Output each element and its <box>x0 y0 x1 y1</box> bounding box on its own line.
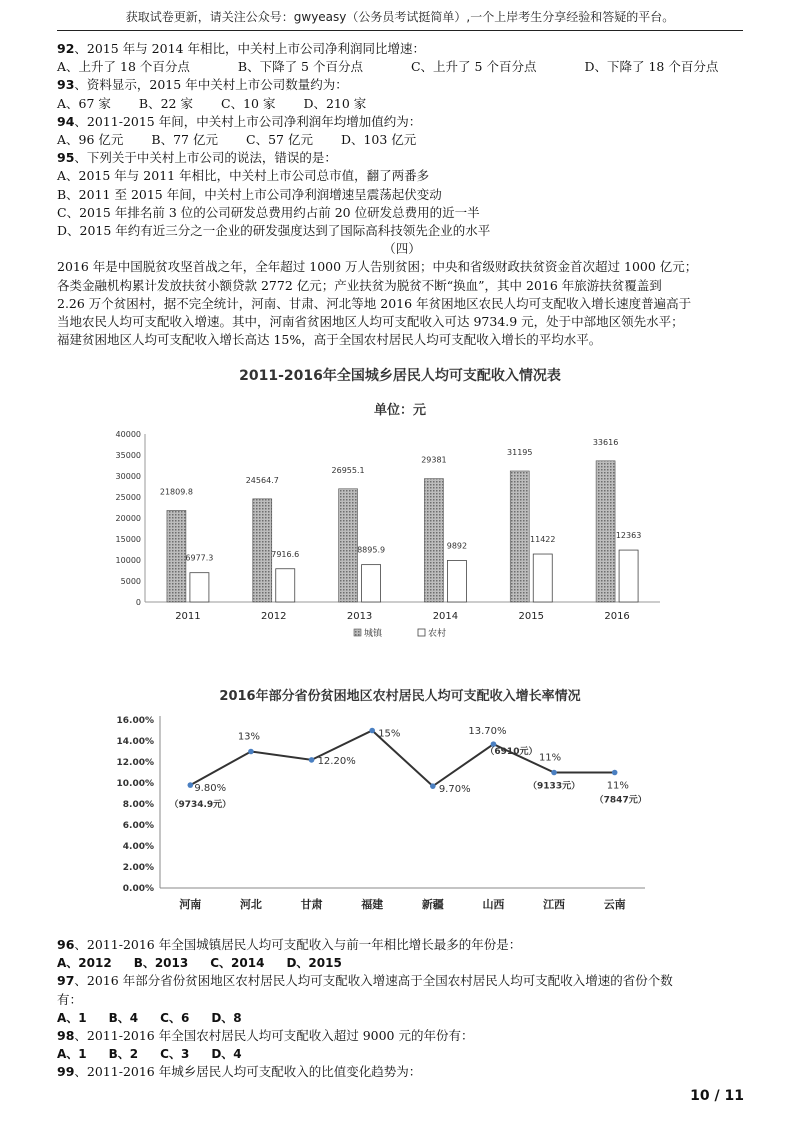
question-number: 96 <box>57 937 75 952</box>
question-94 <box>57 113 747 131</box>
option-d: D、103 亿元 <box>340 132 417 148</box>
bar-urban <box>510 471 529 602</box>
bar-rural <box>190 573 209 602</box>
data-point <box>369 728 375 734</box>
question-98 <box>57 1027 747 1045</box>
question-stem: 、2011-2015 年间，中关村上市公司净利润年均增加值约为： <box>74 113 422 129</box>
x-tick-label: 甘肃 <box>300 898 323 911</box>
growth-line-chart <box>100 678 700 923</box>
header-divider <box>57 30 743 31</box>
question-95 <box>57 149 747 167</box>
legend-swatch-urban <box>354 629 361 636</box>
paragraph-line: 福建贫困地区人均可支配收入增长高达 15%，高于全国农村居民人均可支配收入增长的平均水平。 <box>57 332 602 348</box>
question-96-options <box>57 954 747 972</box>
x-tick-label: 山西 <box>482 898 505 911</box>
data-label-rural: 12363 <box>615 531 642 541</box>
income-annotation: （7847元） <box>594 795 647 806</box>
x-tick-label: 河南 <box>179 898 202 911</box>
data-label-urban: 31195 <box>507 447 533 457</box>
chart-subtitle: 单位：元 <box>373 403 427 418</box>
option-a: A、1 <box>57 1010 87 1025</box>
y-tick-label: 0 <box>135 598 141 607</box>
question-number: 92 <box>57 41 75 56</box>
option-d: D、8 <box>211 1010 242 1025</box>
question-96 <box>57 936 747 954</box>
x-tick-label: 2015 <box>518 611 544 622</box>
bar-rural <box>362 565 381 602</box>
bar-rural <box>276 569 295 602</box>
data-label-urban: 29381 <box>421 455 447 465</box>
x-tick-label: 2012 <box>261 611 287 622</box>
page-number: 10 / 11 <box>690 1088 744 1104</box>
question-number: 94 <box>57 113 75 129</box>
income-bar-chart <box>100 358 700 658</box>
option-c: C、10 家 <box>221 95 276 111</box>
option-c: C、2014 <box>210 956 265 971</box>
data-label-rural: 8895.9 <box>357 545 386 555</box>
data-label: 13% <box>237 731 261 743</box>
income-annotation: （9133元） <box>528 781 581 792</box>
option-b: B、2011 至 2015 年间，中关村上市公司净利润增速呈震荡起伏变动 <box>57 186 442 202</box>
x-tick-label: 河北 <box>239 898 262 911</box>
option-a: A、上升了 18 个百分点 <box>57 59 190 75</box>
data-label-urban: 24564.7 <box>245 475 279 485</box>
question-number: 98 <box>57 1028 75 1044</box>
page-header: 获取试卷更新，请关注公众号：gwyeasy（公务员考试挺简单）,一个上岸考生分享经验和答疑的平台。 <box>125 10 675 24</box>
question-97-stem-cont: 有： <box>57 991 83 1007</box>
x-tick-label: 云南 <box>603 898 626 911</box>
question-stem: 、资料显示，2015 年中关村上市公司数量约为： <box>74 77 348 93</box>
data-point <box>188 782 194 788</box>
bar-urban <box>339 489 358 602</box>
data-label: 15% <box>378 728 401 740</box>
data-label-urban: 21809.8 <box>159 487 193 497</box>
data-label: 11% <box>606 780 629 792</box>
question-93 <box>57 76 747 94</box>
data-label: 9.80% <box>194 783 227 795</box>
option-d: D、下降了 18 个百分点 <box>584 59 719 75</box>
option-d: D、2015 年约有近三分之一企业的研发强度达到了国际高科技领先企业的水平 <box>57 223 491 239</box>
question-stem: 、2011-2016 年城乡居民人均可支配收入的比值变化趋势为： <box>74 1064 422 1080</box>
question-97-options <box>57 1009 747 1027</box>
y-tick-label: 2.00% <box>122 863 154 873</box>
y-tick-label: 15000 <box>115 535 141 544</box>
y-tick-label: 40000 <box>115 430 141 439</box>
option-b: B、2 <box>108 1047 139 1062</box>
option-a: A、1 <box>57 1047 87 1062</box>
option-b: B、77 亿元 <box>151 132 218 148</box>
x-tick-label: 2013 <box>346 611 373 622</box>
option-b: B、22 家 <box>138 95 193 111</box>
question-99 <box>57 1063 747 1081</box>
bar-rural <box>533 554 552 602</box>
data-point <box>309 757 315 763</box>
bar-urban <box>167 510 186 602</box>
y-tick-label: 10.00% <box>116 779 154 789</box>
y-tick-label: 4.00% <box>122 842 154 852</box>
bar-rural <box>619 550 638 602</box>
legend-label-rural: 农村 <box>428 629 447 639</box>
y-tick-label: 14.00% <box>116 737 154 747</box>
option-d: D、4 <box>211 1047 242 1062</box>
data-label: 13.70% <box>468 726 507 738</box>
data-point <box>551 770 557 776</box>
y-tick-label: 0.00% <box>122 884 154 894</box>
paragraph-line: 2.26 万个贫困村，据不完全统计，河南、甘肃、河北等地 2016 年贫困地区农民人均可支配收入增长速度普遍高于 <box>57 295 692 311</box>
y-tick-label: 6.00% <box>122 821 154 831</box>
data-label: 9.70% <box>438 784 471 796</box>
data-label-rural: 7916.6 <box>271 549 300 559</box>
y-tick-label: 12.00% <box>116 758 154 768</box>
question-stem: 、下列关于中关村上市公司的说法，错误的是： <box>74 150 337 166</box>
option-a: A、67 家 <box>57 95 111 111</box>
option-c: C、上升了 5 个百分点 <box>410 59 537 75</box>
option-d: D、210 家 <box>303 95 367 111</box>
y-tick-label: 8.00% <box>122 800 154 810</box>
option-b: B、下降了 5 个百分点 <box>237 59 363 75</box>
question-93-options <box>57 95 747 113</box>
x-tick-label: 2011 <box>175 611 201 622</box>
option-a: A、96 亿元 <box>57 132 124 148</box>
option-b: B、4 <box>108 1010 139 1025</box>
question-stem: 、2016 年部分省份贫困地区农村居民人均可支配收入增速高于全国农村居民人均可支配收入增速的省份个数 <box>74 973 673 989</box>
data-label-rural: 11422 <box>530 535 556 545</box>
intro-paragraph <box>57 258 747 349</box>
y-tick-label: 30000 <box>115 472 141 481</box>
data-label-urban: 33616 <box>592 437 619 447</box>
chart-title: 2016年部分省份贫困地区农村居民人均可支配收入增长率情况 <box>219 689 581 704</box>
question-92-options <box>57 58 747 76</box>
data-label-rural: 9892 <box>446 541 468 551</box>
question-number: 95 <box>57 150 75 166</box>
option-c: C、2015 年排名前 3 位的公司研发总费用约占前 20 位研发总费用的近一半 <box>57 204 480 220</box>
bar-rural <box>447 560 466 602</box>
data-point <box>491 741 497 747</box>
option-c: C、6 <box>160 1010 190 1025</box>
data-point <box>248 749 254 755</box>
y-tick-label: 20000 <box>115 514 141 523</box>
data-point <box>612 770 618 776</box>
bar-urban <box>596 461 615 602</box>
chart-title: 2011-2016年全国城乡居民人均可支配收入情况表 <box>239 368 561 384</box>
paragraph-line: 2016 年是中国脱贫攻坚首战之年，全年超过 1000 万人告别贫困；中央和省级财政扶贫资金首次超过 1000 亿元； <box>57 259 698 275</box>
question-number: 97 <box>57 973 75 989</box>
question-94-options <box>57 131 747 149</box>
option-a: A、2015 年与 2011 年相比，中关村上市公司总市值，翻了两番多 <box>57 168 430 184</box>
option-c: C、57 亿元 <box>246 132 313 148</box>
questions-lower <box>57 936 747 1082</box>
y-tick-label: 5000 <box>120 577 141 586</box>
option-d: D、2015 <box>286 956 342 971</box>
data-label-urban: 26955.1 <box>331 465 365 475</box>
x-tick-label: 江西 <box>543 898 566 911</box>
data-label: 11% <box>538 752 562 764</box>
question-number: 93 <box>57 77 75 93</box>
data-label-rural: 6977.3 <box>185 553 214 563</box>
x-tick-label: 新疆 <box>421 898 444 911</box>
question-98-options <box>57 1045 747 1063</box>
option-a: A、2012 <box>57 956 112 971</box>
bar-urban <box>424 479 443 602</box>
question-92 <box>57 40 747 58</box>
section-heading: （四） <box>383 241 421 257</box>
income-annotation: （9734.9元） <box>169 800 232 811</box>
x-tick-label: 2016 <box>604 611 630 622</box>
data-point <box>430 783 436 789</box>
page-content <box>57 40 747 349</box>
data-label: 12.20% <box>317 755 356 767</box>
x-tick-label: 福建 <box>361 898 384 911</box>
y-tick-label: 10000 <box>115 556 141 565</box>
question-stem: 、2011-2016 年全国城镇居民人均可支配收入与前一年相比增长最多的年份是： <box>74 937 522 952</box>
option-c: C、3 <box>160 1047 190 1062</box>
question-number: 99 <box>57 1064 75 1080</box>
question-stem: 、2011-2016 年全国农村居民人均可支配收入超过 9000 元的年份有： <box>74 1028 474 1044</box>
legend-label-urban: 城镇 <box>364 629 383 639</box>
question-stem: 、2015 年与 2014 年相比，中关村上市公司净利润同比增速： <box>74 41 425 56</box>
paragraph-line: 当地农民人均可支配收入增速。其中，河南省贫困地区人均可支配收入可达 9734.9 元，处于中部地区领先水平； <box>57 314 684 330</box>
paragraph-line: 各类金融机构累计发放扶贫小额贷款 2772 亿元；产业扶贫为脱贫不断“换血”，其中 2016 年旅游扶贫覆盖到 <box>57 277 662 293</box>
y-tick-label: 25000 <box>115 493 141 502</box>
question-97 <box>57 972 747 990</box>
legend-swatch-rural <box>418 629 425 636</box>
bar-urban <box>253 499 272 602</box>
x-tick-label: 2014 <box>432 611 459 622</box>
option-b: B、2013 <box>133 956 189 971</box>
y-tick-label: 16.00% <box>116 716 154 726</box>
y-tick-label: 35000 <box>115 451 141 460</box>
income-annotation: （6910元） <box>485 747 538 758</box>
